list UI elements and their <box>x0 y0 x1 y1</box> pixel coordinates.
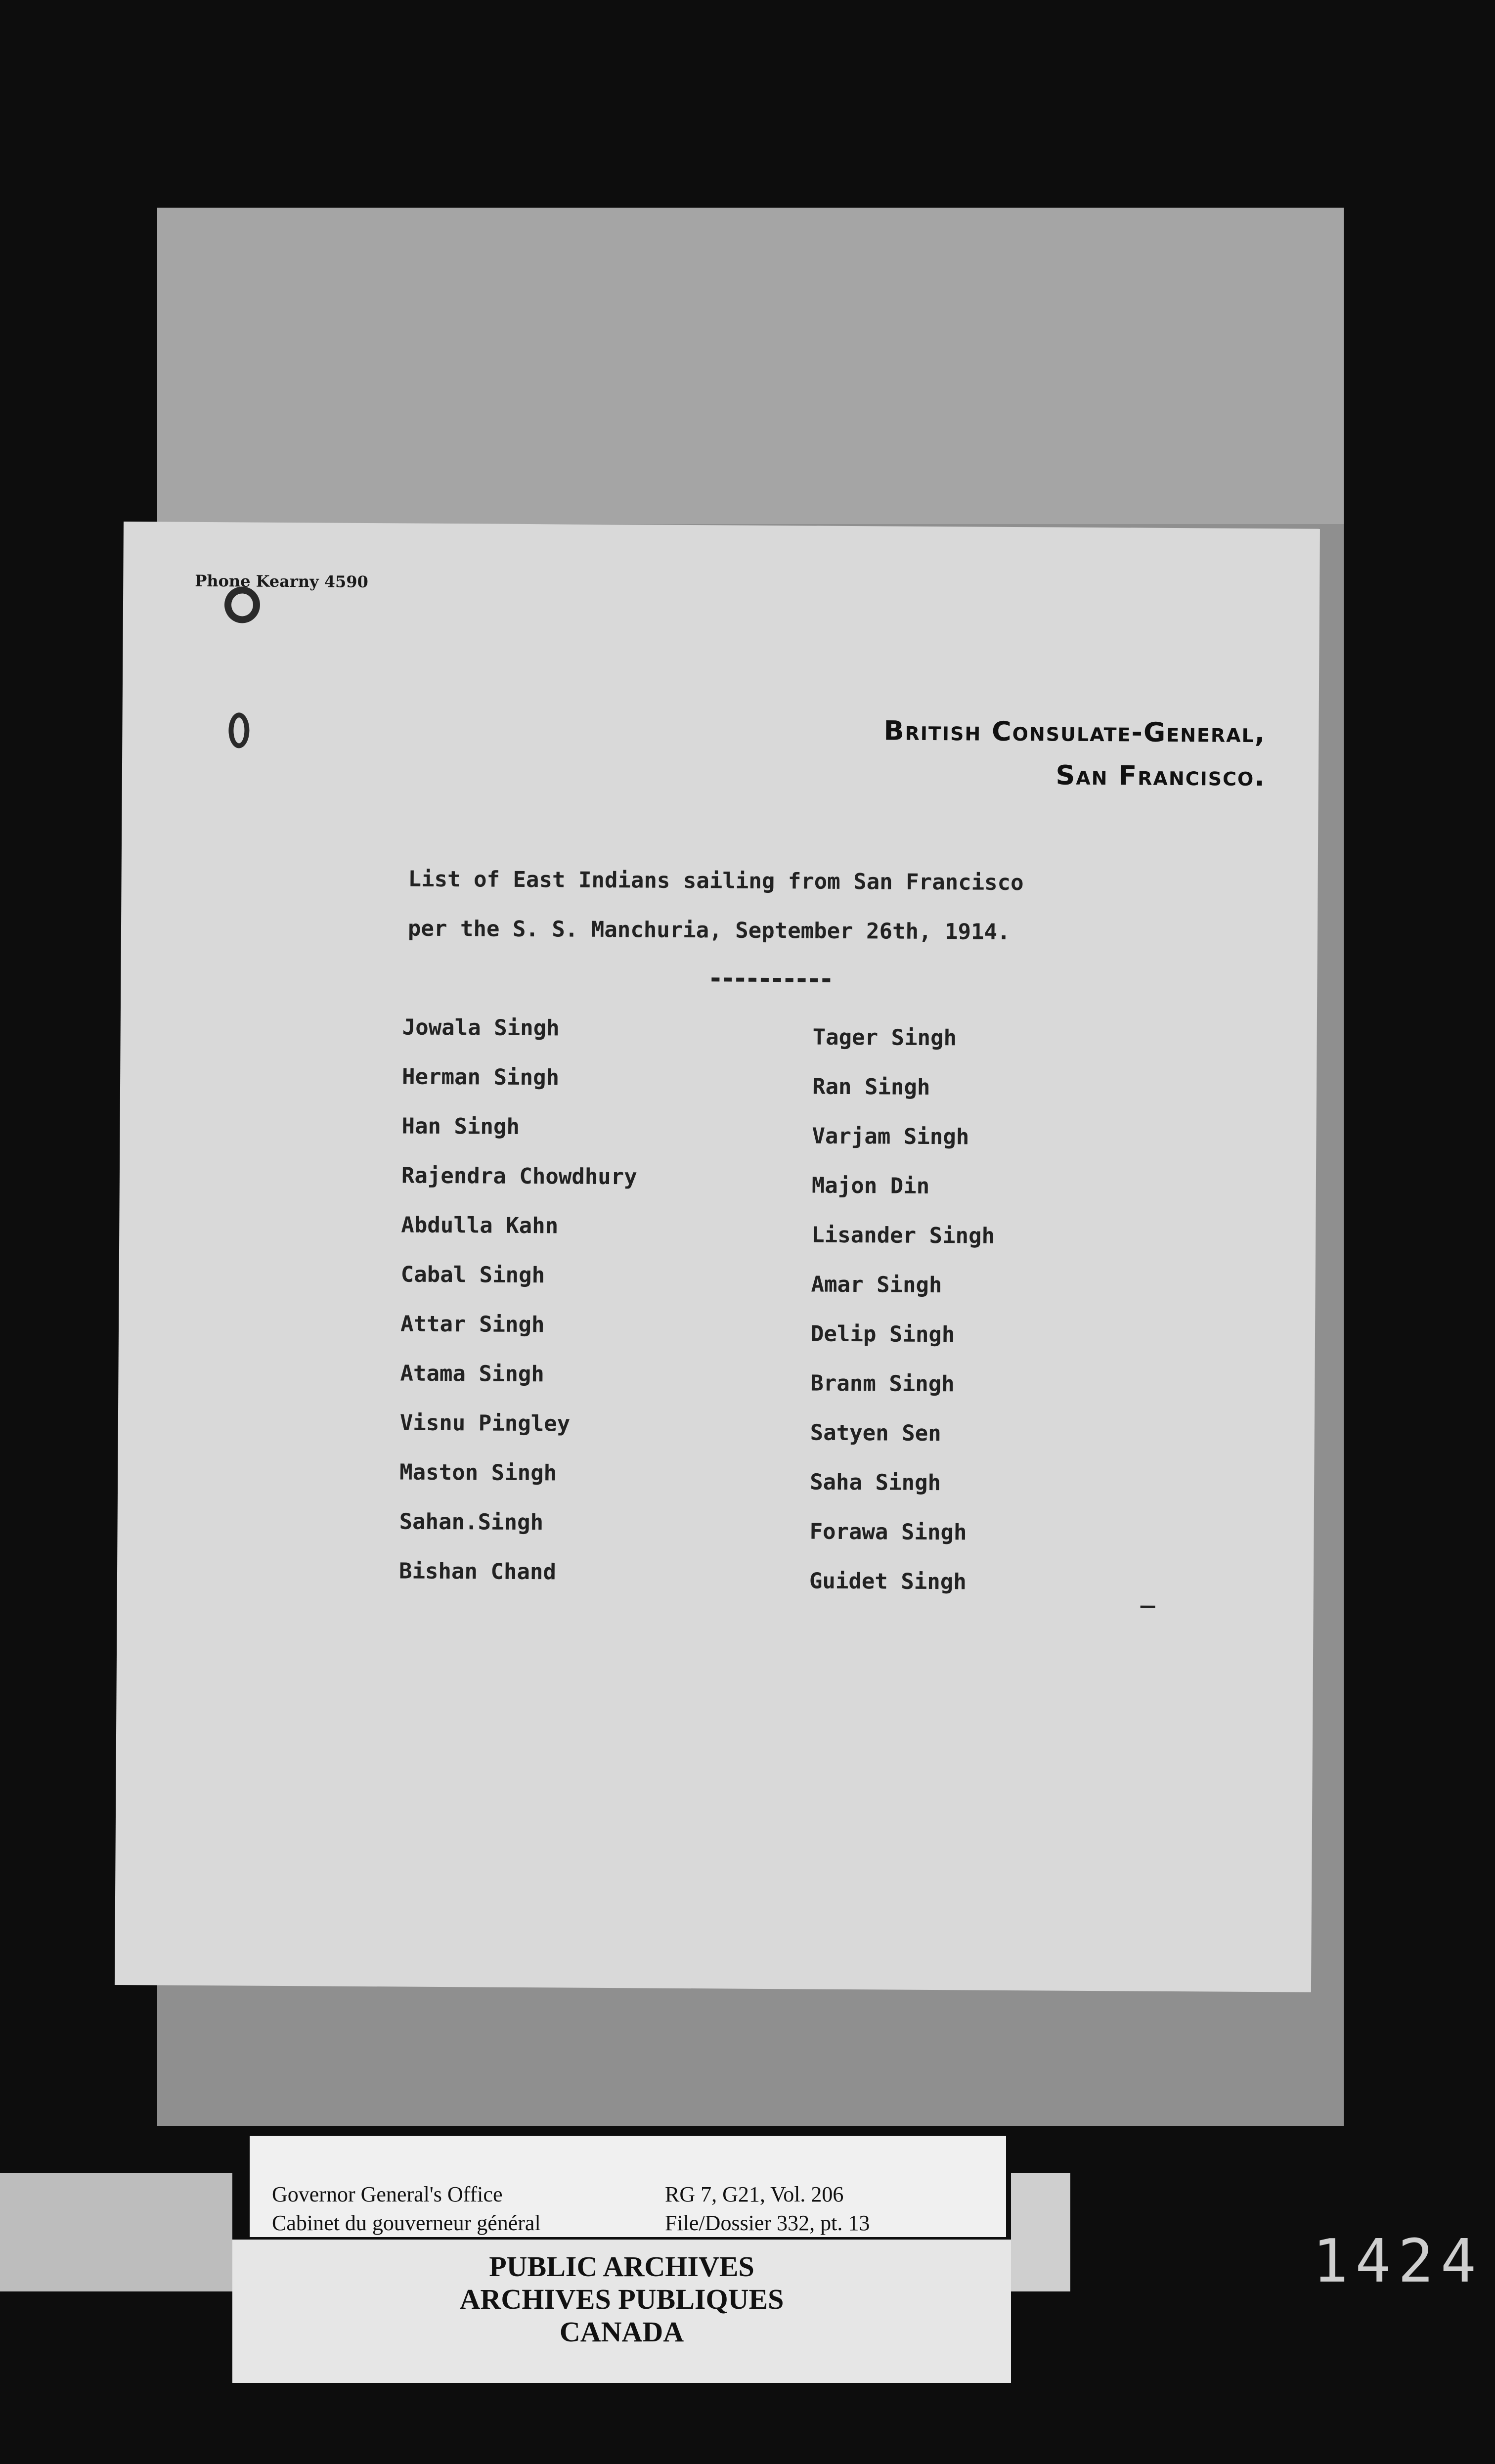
name-item: Cabal Singh <box>400 1262 545 1288</box>
frame-number: 1424 <box>1313 2227 1483 2296</box>
name-item: Bishan Chand <box>398 1558 557 1585</box>
name-item: Varjam Singh <box>812 1123 969 1150</box>
archive-reference <box>665 2180 870 2238</box>
office-french: Cabinet du gouverneur général <box>272 2211 541 2235</box>
name-item: Maston Singh <box>399 1459 557 1486</box>
name-item: Majon Din <box>811 1173 930 1199</box>
stamp-line-3: CANADA <box>559 2316 684 2348</box>
name-item: Sahan.Singh <box>399 1509 544 1536</box>
list-title <box>408 855 1024 958</box>
stamp-line-2: ARCHIVES PUBLIQUES <box>459 2283 784 2315</box>
name-item: Han Singh <box>401 1113 520 1140</box>
name-item: Saha Singh <box>810 1469 941 1496</box>
name-item: Satyen Sen <box>810 1420 941 1447</box>
letterhead-line-1: British Consulate-General, <box>883 715 1266 749</box>
name-item: Herman Singh <box>401 1064 560 1091</box>
dashed-divider <box>711 977 830 982</box>
letterhead-line-2: San Francisco. <box>1055 759 1266 792</box>
label-strip <box>1011 2173 1070 2291</box>
back-sheet-top <box>157 208 1344 524</box>
file-number: File/Dossier 332, pt. 13 <box>665 2211 870 2235</box>
name-item: Attar Singh <box>400 1311 545 1338</box>
name-item: Tager Singh <box>812 1024 957 1051</box>
office-english: Governor General's Office <box>272 2182 503 2206</box>
names-column-right <box>809 1013 996 1607</box>
stray-mark <box>1141 1606 1155 1608</box>
record-group: RG 7, G21, Vol. 206 <box>665 2182 844 2206</box>
name-item: Jowala Singh <box>402 1014 560 1041</box>
name-item: Forawa Singh <box>809 1519 967 1545</box>
name-item: Guidet Singh <box>809 1568 967 1595</box>
punch-hole-mark <box>224 586 260 623</box>
names-column-left <box>399 1003 638 1597</box>
phone-number: Phone Kearny 4590 <box>195 571 368 592</box>
consulate-letter <box>115 522 1320 1992</box>
name-item: Rajendra Chowdhury <box>401 1163 637 1190</box>
name-item: Atama Singh <box>400 1361 545 1387</box>
name-item: Delip Singh <box>810 1321 955 1348</box>
title-line-2: per the S. S. Manchuria, September 26th, 1914. <box>407 916 1011 945</box>
name-item: Lisander Singh <box>811 1222 995 1249</box>
name-item: Abdulla Kahn <box>401 1212 559 1239</box>
name-item: Visnu Pingley <box>399 1410 571 1437</box>
archive-office <box>272 2180 541 2238</box>
archives-stamp <box>232 2240 1011 2383</box>
label-strip <box>0 2173 232 2291</box>
letterhead <box>883 709 1266 798</box>
name-item: Branm Singh <box>810 1370 955 1397</box>
title-line-1: List of East Indians sailing from San Francisco <box>408 866 1024 896</box>
name-item: Ran Singh <box>812 1074 930 1100</box>
stamp-line-1: PUBLIC ARCHIVES <box>489 2250 754 2283</box>
name-item: Amar Singh <box>811 1272 942 1298</box>
punch-hole-mark <box>228 712 249 748</box>
